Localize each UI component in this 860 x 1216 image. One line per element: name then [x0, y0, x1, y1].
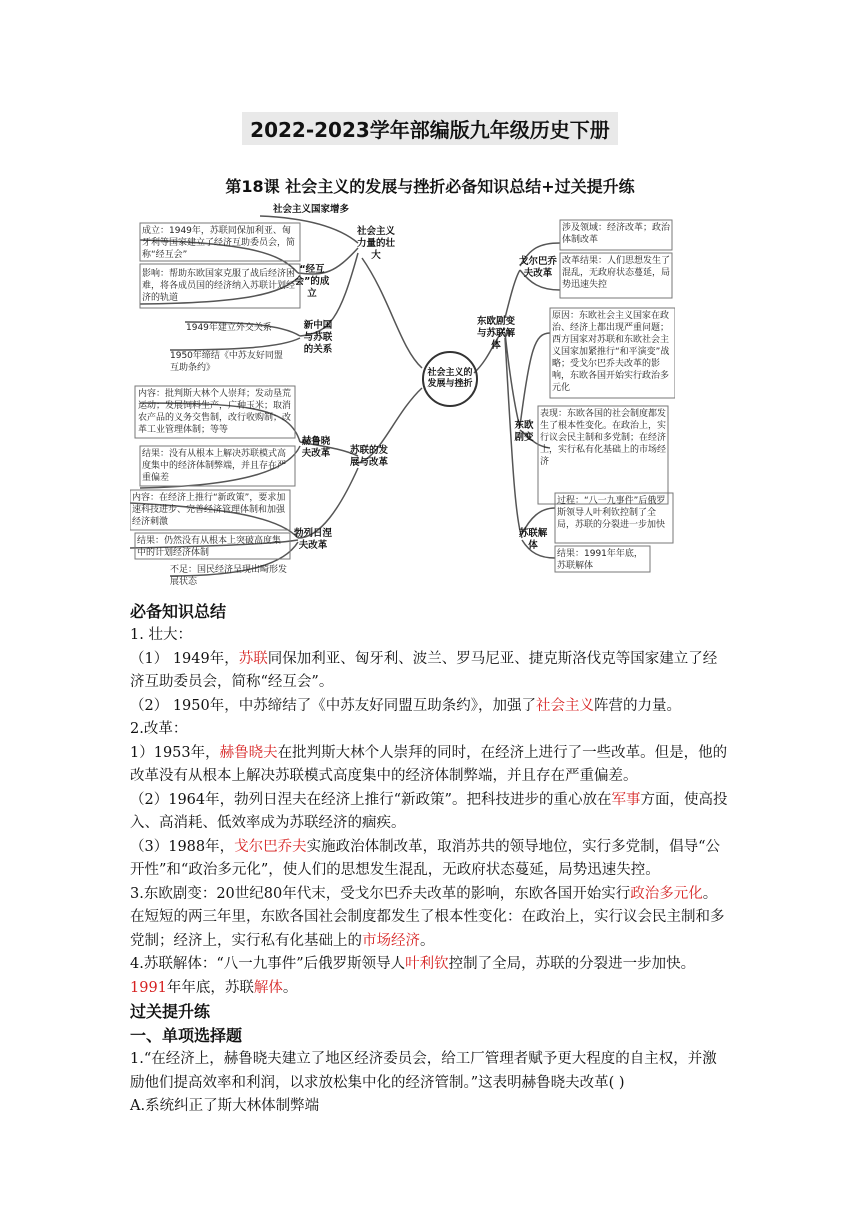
node-collapse: 东欧剧变与苏联解体 [476, 316, 515, 351]
question-1: 1.“在经济上，赫鲁晓夫建立了地区经济委员会，给工厂管理者赋予更大程度的自主权，并激励他们提高效率和利润，以求放松集中化的经济管制。”这表明赫鲁晓夫改革( ) [130, 1051, 717, 1091]
s2-point-1: 1）1953年，赫鲁晓夫在批判斯大林个人崇拜的同时，在经济上进行了一些改革。但是，他的改革没有从根本上解决苏联模式高度集中的经济体制弊端，并且存在严重偏差。 [130, 744, 728, 784]
s1-heading: 1. 壮大： [130, 627, 192, 643]
section-summary: 必备知识总结 [130, 602, 227, 621]
east-europe-reason: 原因：东欧社会主义国家在政治、经济上都出现严重问题；西方国家对苏联和东欧社会主义国家加紧推行“和平演变”战略；受戈尔巴乔夫改革的影响，东欧各国开始实行政治多元化 [552, 311, 670, 393]
brezhnev-flaw: 不足：国民经济呈现出畸形发展状态 [170, 565, 288, 587]
ussr-result: 结果：1991年年底，苏联解体 [557, 549, 643, 571]
mind-map-center: 社会主义的发展与挫折 [422, 351, 478, 407]
node-top-label: 社会主义国家增多 [272, 204, 349, 215]
s3-east-europe: 3.东欧剧变：20世纪80年代末，受戈尔巴乔夫改革的影响，东欧各国开始实行政治多元化。在短短的两三年里，东欧各国社会制度都发生了根本性变化：在政治上，实行议会民主制和多党制；经济上，实行私有化基础上的市场经济。 [130, 885, 725, 949]
sino-1950: 1950年缔结《中苏友好同盟互助条约》 [170, 351, 283, 373]
lesson-subtitle: 第18课 社会主义的发展与挫折必备知识总结+过关提升练 [225, 177, 635, 196]
mind-map [130, 198, 675, 590]
gorbachev-result: 改革结果：人们思想发生了混乱，无政府状态蔓延，局势迅速失控 [562, 256, 671, 290]
node-brezhnev: 勃列日涅夫改革 [293, 528, 332, 551]
s1-point-2: （2） 1950年，中苏缔结了《中苏友好同盟互助条约》，加强了社会主义阵营的力量。 [130, 697, 681, 714]
s1-point-1: （1） 1949年，苏联同保加利亚、匈牙利、波兰、罗马尼亚、捷克斯洛伐克等国家建立了经济互助委员会，简称“经互会”。 [130, 650, 718, 690]
gorbachev-scope: 涉及领域：经济改革；政治体制改革 [562, 223, 671, 245]
east-europe-manifest: 表现：东欧各国的社会制度都发生了根本性变化。在政治上，实行议会民主制和多党制；在经济上，实行私有化基础上的市场经济 [540, 409, 667, 467]
document-title: 2022-2023学年部编版九年级历史下册 [0, 112, 860, 145]
node-gorbachev: 戈尔巴乔夫改革 [518, 256, 557, 279]
section-practice: 过关提升练 [130, 1002, 211, 1021]
comecon-founding: 成立：1949年，苏联同保加利亚、匈牙利等国家建立了经济互助委员会，简称“经互会” [142, 226, 296, 260]
question-1-option-a: A.系统纠正了斯大林体制弊端 [130, 1098, 320, 1114]
brezhnev-result: 结果：仍然没有从根本上突破高度集中的计划经济体制 [137, 536, 282, 558]
brezhnev-content: 内容：在经济上推行“新政策”，要求加速科技进步、完善经济管理体制和加强经济刺激 [132, 493, 286, 527]
content-body [130, 600, 730, 1119]
sino-1949: 1949年建立外交关系 [186, 323, 272, 333]
s4-dissolution: 4.苏联解体：“八一九事件”后俄罗斯领导人叶利钦控制了全局，苏联的分裂进一步加快。1991年年底，苏联解体。 [130, 956, 696, 996]
ussr-process: 过程：“八一九事件”后俄罗斯领导人叶利钦控制了全局，苏联的分裂进一步加快 [557, 496, 666, 530]
node-east-europe: 东欧剧变 [514, 420, 534, 443]
s2-point-2: （2）1964年，勃列日涅夫在经济上推行“新政策”。把科技进步的重心放在军事方面，使高投入、高消耗、低效率成为苏联经济的痼疾。 [130, 791, 728, 831]
s2-heading: 2.改革： [130, 721, 188, 737]
node-comecon: “经互会”的成立 [294, 264, 330, 299]
node-sino-soviet: 新中国与苏联的关系 [303, 320, 333, 355]
node-dissolution: 苏联解体 [518, 528, 548, 551]
s2-point-3: （3）1988年，戈尔巴乔夫实施政治体制改革，取消苏共的领导地位，实行多党制，倡导“公开性”和“政治多元化”，使人们的思想发生混乱，无政府状态蔓延，局势迅速失控。 [130, 838, 721, 878]
node-strength: 社会主义力量的壮大 [356, 226, 395, 261]
comecon-effect: 影响：帮助东欧国家克服了战后经济困难，将各成员国的经济纳入苏联计划经济的轨道 [142, 269, 296, 303]
section-single-choice: 一、单项选择题 [130, 1026, 243, 1045]
node-development: 苏联的发展与改革 [349, 445, 388, 468]
khrushchev-result: 结果：没有从根本上解决苏联模式高度集中的经济体制弊端，并且存在严重偏差 [142, 449, 287, 483]
khrushchev-content: 内容：批判斯大林个人崇拜；发动垦荒运动；发展饲料生产，广种玉米；取消农产品的义务交售制，改行收购制；改革工业管理体制；等等 [138, 389, 292, 435]
node-khrushchev: 赫鲁晓夫改革 [301, 436, 331, 459]
